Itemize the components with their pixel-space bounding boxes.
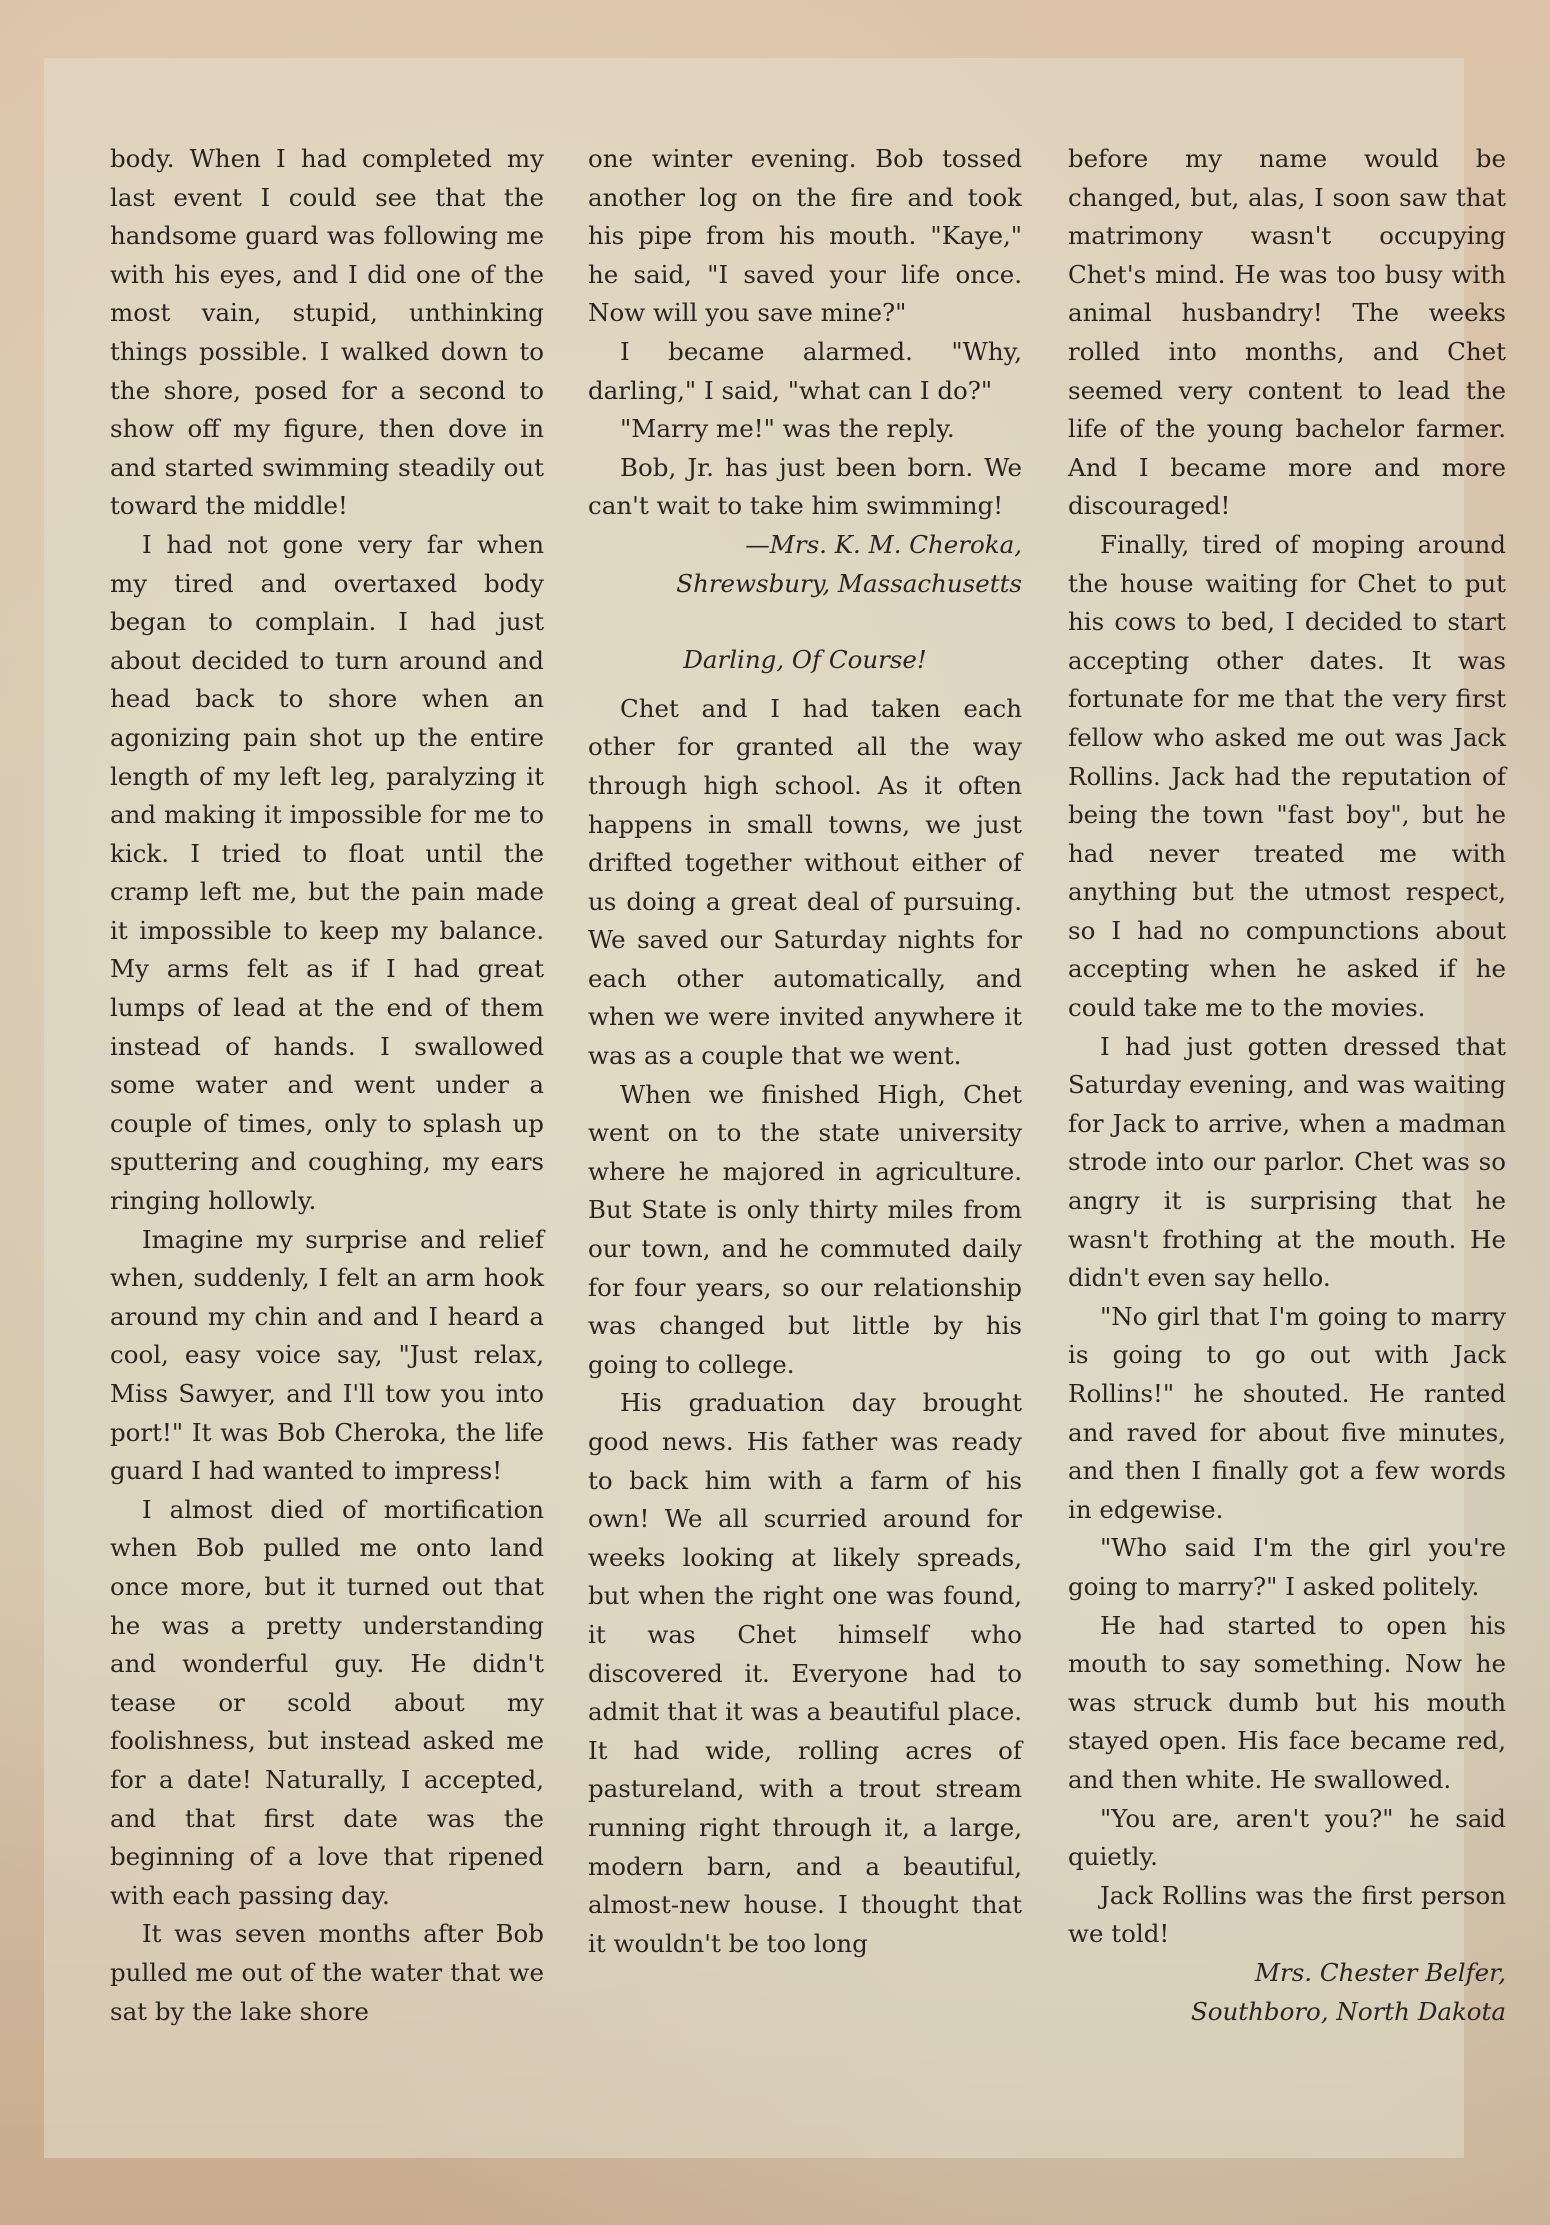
signature-line-2: Shrewsbury, Massachusetts: [676, 568, 1022, 598]
signature-line-1: —Mrs. K. M. Cheroka,: [745, 529, 1022, 559]
paragraph: Chet and I had taken each other for granted all the way through high school. As it often happens in small towns, we just drifted together without either of us doing a great deal of pursuing. We saved our Saturday nights for each other automatically, and when we were invited anywhere it was as a couple that we went.: [588, 693, 1022, 1071]
paragraph: "No girl that I'm going to marry is going to go out with Jack Rollins!" he shouted. He ranted and raved for about five minutes, and then I finally got a few words in edgewise.: [1068, 1301, 1506, 1524]
text-block: [44, 58, 1506, 2158]
paragraph: one winter evening. Bob tossed another log on the fire and took his pipe from his mouth. "Kaye," he said, "I saved your life once. Now will you save mine?": [588, 144, 1022, 328]
paragraph: Bob, Jr. has just been born. We can't wait to take him swimming!: [588, 452, 1022, 521]
paragraph: before my name would be changed, but, alas, I soon saw that matrimony wasn't occupying Chet's mind. He was too busy with animal husbandry! The weeks rolled into months, and Chet seemed very content to lead the life of the young bachelor farmer. And I became more and more discouraged!: [1068, 144, 1506, 521]
story-heading: Darling, Of Course!: [683, 645, 927, 675]
paragraph: I had just gotten dressed that Saturday evening, and was waiting for Jack to arrive, when a madman strode into our parlor. Chet was so angry it is surprising that he wasn't frothing at the mouth. He didn't even say hello.: [1068, 1031, 1506, 1293]
paragraph: "Who said I'm the girl you're going to marry?" I asked politely.: [1068, 1533, 1506, 1601]
signature-line-2: Southboro, North Dakota: [1190, 1996, 1506, 2026]
column-2: [588, 140, 1022, 1963]
paragraph: "Marry me!" was the reply.: [620, 414, 955, 444]
paragraph: "You are, aren't you?" he said quietly.: [1068, 1803, 1506, 1872]
paragraph: Jack Rollins was the first person we told!: [1068, 1880, 1506, 1949]
paragraph: He had started to open his mouth to say something. Now he was struck dumb but his mouth stayed open. His face became red, and then white. He swallowed.: [1068, 1610, 1506, 1794]
paragraph: I had not gone very far when my tired and overtaxed body began to complain. I had just about decided to turn around and head back to shore when an agonizing pain shot up the entire length of my left leg, paralyzing it and making it impossible for me to kick. I tried to float until the cramp left me, but the pain made it impossible to keep my balance. My arms felt as if I had great lumps of lead at the end of them instead of hands. I swallowed some water and went under a couple of times, only to splash up sputtering and coughing, my ears ringing hollowly.: [110, 529, 544, 1216]
paragraph: Finally, tired of moping around the house waiting for Chet to put his cows to bed, I decided to start accepting other dates. It was fortunate for me that the very first fellow who asked me out was Jack Rollins. Jack had the reputation of being the town "fast boy", but he had never treated me with anything but the utmost respect, so I had no compunctions about accepting when he asked if he could take me to the movies.: [1068, 529, 1506, 1023]
column-3: [1068, 140, 1506, 2031]
paragraph: I almost died of mortification when Bob pulled me onto land once more, but it turned out that he was a pretty understanding and wonderful guy. He didn't tease or scold about my foolishness, but instead asked me for a date! Naturally, I accepted, and that first date was the beginning of a love that ripened with each passing day.: [110, 1494, 544, 1910]
paragraph: Imagine my surprise and relief when, suddenly, I felt an arm hook around my chin and and I heard a cool, easy voice say, "Just relax, Miss Sawyer, and I'll tow you into port!" It was Bob Cheroka, the life guard I had wanted to impress!: [110, 1224, 544, 1486]
paragraph: When we finished High, Chet went on to the state university where he majored in agriculture. But State is only thirty miles from our town, and he commuted daily for four years, so our relationship was changed but little by his going to college.: [588, 1079, 1022, 1379]
paragraph: body. When I had completed my last event I could see that the handsome guard was following me with his eyes, and I did one of the most vain, stupid, unthinking things possible. I walked down to the shore, posed for a second to show off my figure, then dove in and started swimming steadily out toward the middle!: [110, 144, 544, 521]
column-1: [110, 140, 544, 2031]
paragraph: I became alarmed. "Why, darling," I said, "what can I do?": [588, 336, 1022, 405]
paragraph: His graduation day brought good news. His father was ready to back him with a farm of his own! We all scurried around for weeks looking at likely spreads, but when the right one was found, it was Chet himself who discovered it. Everyone had to admit that it was a beautiful place. It had wide, rolling acres of pastureland, with a trout stream running right through it, a large, modern barn, and a beautiful, almost-new house. I thought that it wouldn't be too long: [588, 1388, 1022, 1958]
paragraph: It was seven months after Bob pulled me out of the water that we sat by the lake shore: [110, 1919, 544, 2026]
signature-line-1: Mrs. Chester Belfer,: [1254, 1957, 1506, 1987]
